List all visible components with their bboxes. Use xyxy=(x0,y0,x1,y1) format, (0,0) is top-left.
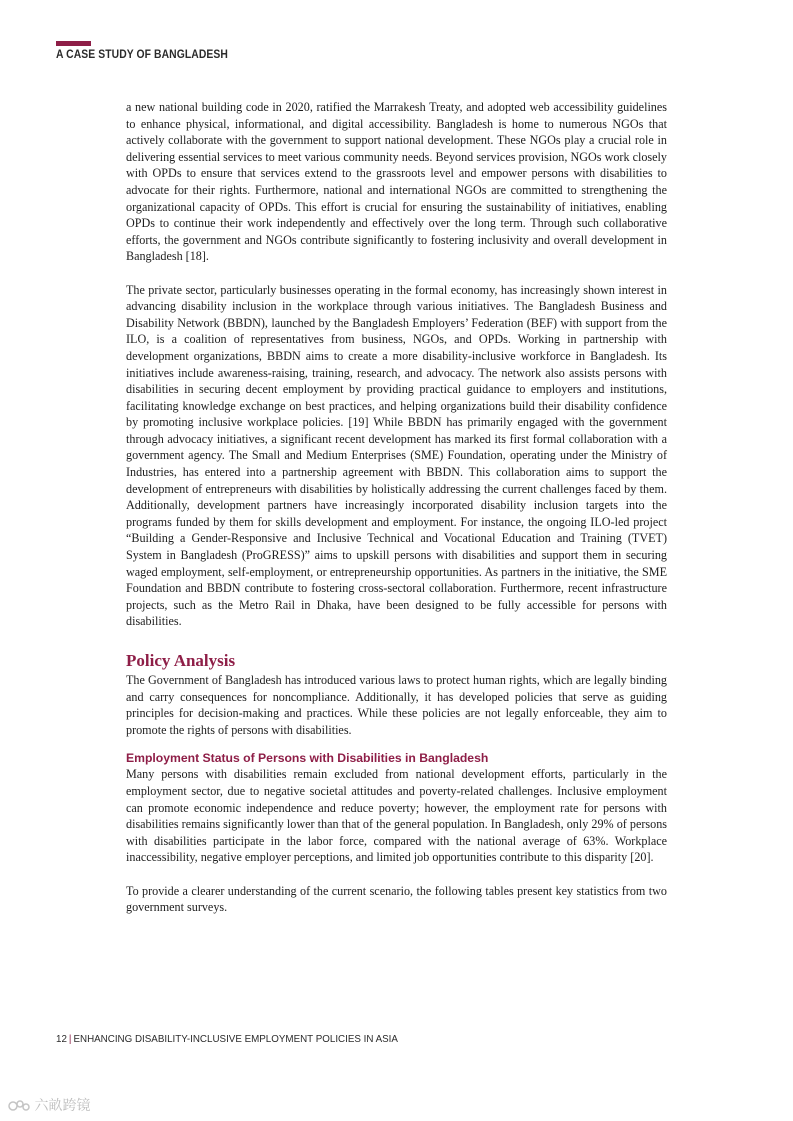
watermark-logo xyxy=(8,1095,90,1115)
paragraph-employment-status: Many persons with disabilities remain excluded from national development efforts, particularly in the employment sector, due to negative societal attitudes and poverty-related challenges. Inclusive employment can promote economic independence and reduce poverty; however, the employment rate for persons with disabilities remains significantly lower than that of the general population. In Bangladesh, only 29% of persons with disabilities participate in the labor force, compared with the national average of 63%. Workplace inaccessibility, negative employer perceptions, and limited job opportunities contribute to this disparity [20]. xyxy=(126,767,667,865)
watermark-icon xyxy=(8,1098,30,1114)
subsection-heading-employment-status: Employment Status of Persons with Disabilities in Bangladesh xyxy=(126,751,489,766)
running-header: A CASE STUDY OF BANGLADESH xyxy=(56,49,228,61)
page-body xyxy=(126,99,667,916)
paragraph-private-sector: The private sector, particularly businesses operating in the formal economy, has increasingly shown interest in advancing disability inclusion in the workplace through various initiatives. The Bangladesh Business and Disability Network (BBDN), launched by the Bangladesh Employers’ Federation (BEF) with support from the ILO, is a coalition of representatives from business, NGOs, and OPDs. Working in partnership with development organizations, BBDN aims to create a more disability-inclusive workforce in Bangladesh. Its initiatives include awareness-raising, training, research, and advocacy. The network also assists persons with disabilities in securing decent employment by providing practical guidance to employers and institutions, facilitating knowledge exchange on best practices, and helping organizations build their disability confidence by promoting inclusive workplace policies. [19] While BBDN has primarily engaged with the government through advocacy initiatives, a significant recent development has marked its first formal collaboration with a government agency. The Small and Medium Enterprises (SME) Foundation, operating under the Ministry of Industries, has entered into a partnership agreement with BBDN. This collaboration aims to support the development of entrepreneurs with disabilities by holistically addressing the current challenges faced by them. Additionally, development partners have increasingly incorporated disability inclusion targets into the programs funded by them for skills development and employment. For instance, the ongoing ILO-led project “Building a Gender-Responsive and Inclusive Technical and Vocational Education and Training (TVET) System in Bangladesh (ProGRESS)” aims to upskill persons with disabilities and support them in securing waged employment, self-employment, or entrepreneurship opportunities. As partners in the initiative, the SME Foundation and BBDN contribute to fostering cross-sectoral collaboration. Furthermore, recent infrastructure projects, such as the Metro Rail in Dhaka, have been designed to be fully accessible for persons with disabilities. xyxy=(126,282,667,629)
section-heading-policy-analysis: Policy Analysis xyxy=(126,651,236,670)
page-number: 12 xyxy=(56,1034,67,1045)
watermark-text: 六畝跨镜 xyxy=(34,1098,91,1114)
header-accent-bar xyxy=(56,41,91,46)
page-footer xyxy=(56,1034,398,1045)
paragraph-policy-analysis: The Government of Bangladesh has introduced various laws to protect human rights, which are legally binding and carry consequences for noncompliance. Additionally, it has developed policies that serve as guiding principles for decision-making and practices. While these policies are not legally enforceable, they aim to promote the rights of persons with disabilities. xyxy=(126,673,667,737)
paragraph-ngo-collaboration: a new national building code in 2020, ratified the Marrakesh Treaty, and adopted web accessibility guidelines to enhance physical, informational, and digital accessibility. Bangladesh is home to numerous NGOs that actively collaborate with the government to support national development. These NGOs play a crucial role in delivering essential services to meet various community needs. Beyond services provision, NGOs work closely with OPDs to ensure that services extend to the grassroots level and empower persons with disabilities to advocate for their rights. Furthermore, national and international NGOs are committed to strengthening the organizational capacity of OPDs. This effort is crucial for ensuring the sustainability of initiatives, enabling OPDs to continue their work independently and effectively over the long term. Through such collaborative efforts, the government and NGOs contribute significantly to fostering inclusivity and overall development in Bangladesh [18]. xyxy=(126,100,667,264)
publication-title: ENHANCING DISABILITY-INCLUSIVE EMPLOYMENT POLICIES IN ASIA xyxy=(73,1034,398,1045)
footer-separator: | xyxy=(68,1034,72,1045)
paragraph-tables-intro: To provide a clearer understanding of the current scenario, the following tables present key statistics from two government surveys. xyxy=(126,883,667,915)
